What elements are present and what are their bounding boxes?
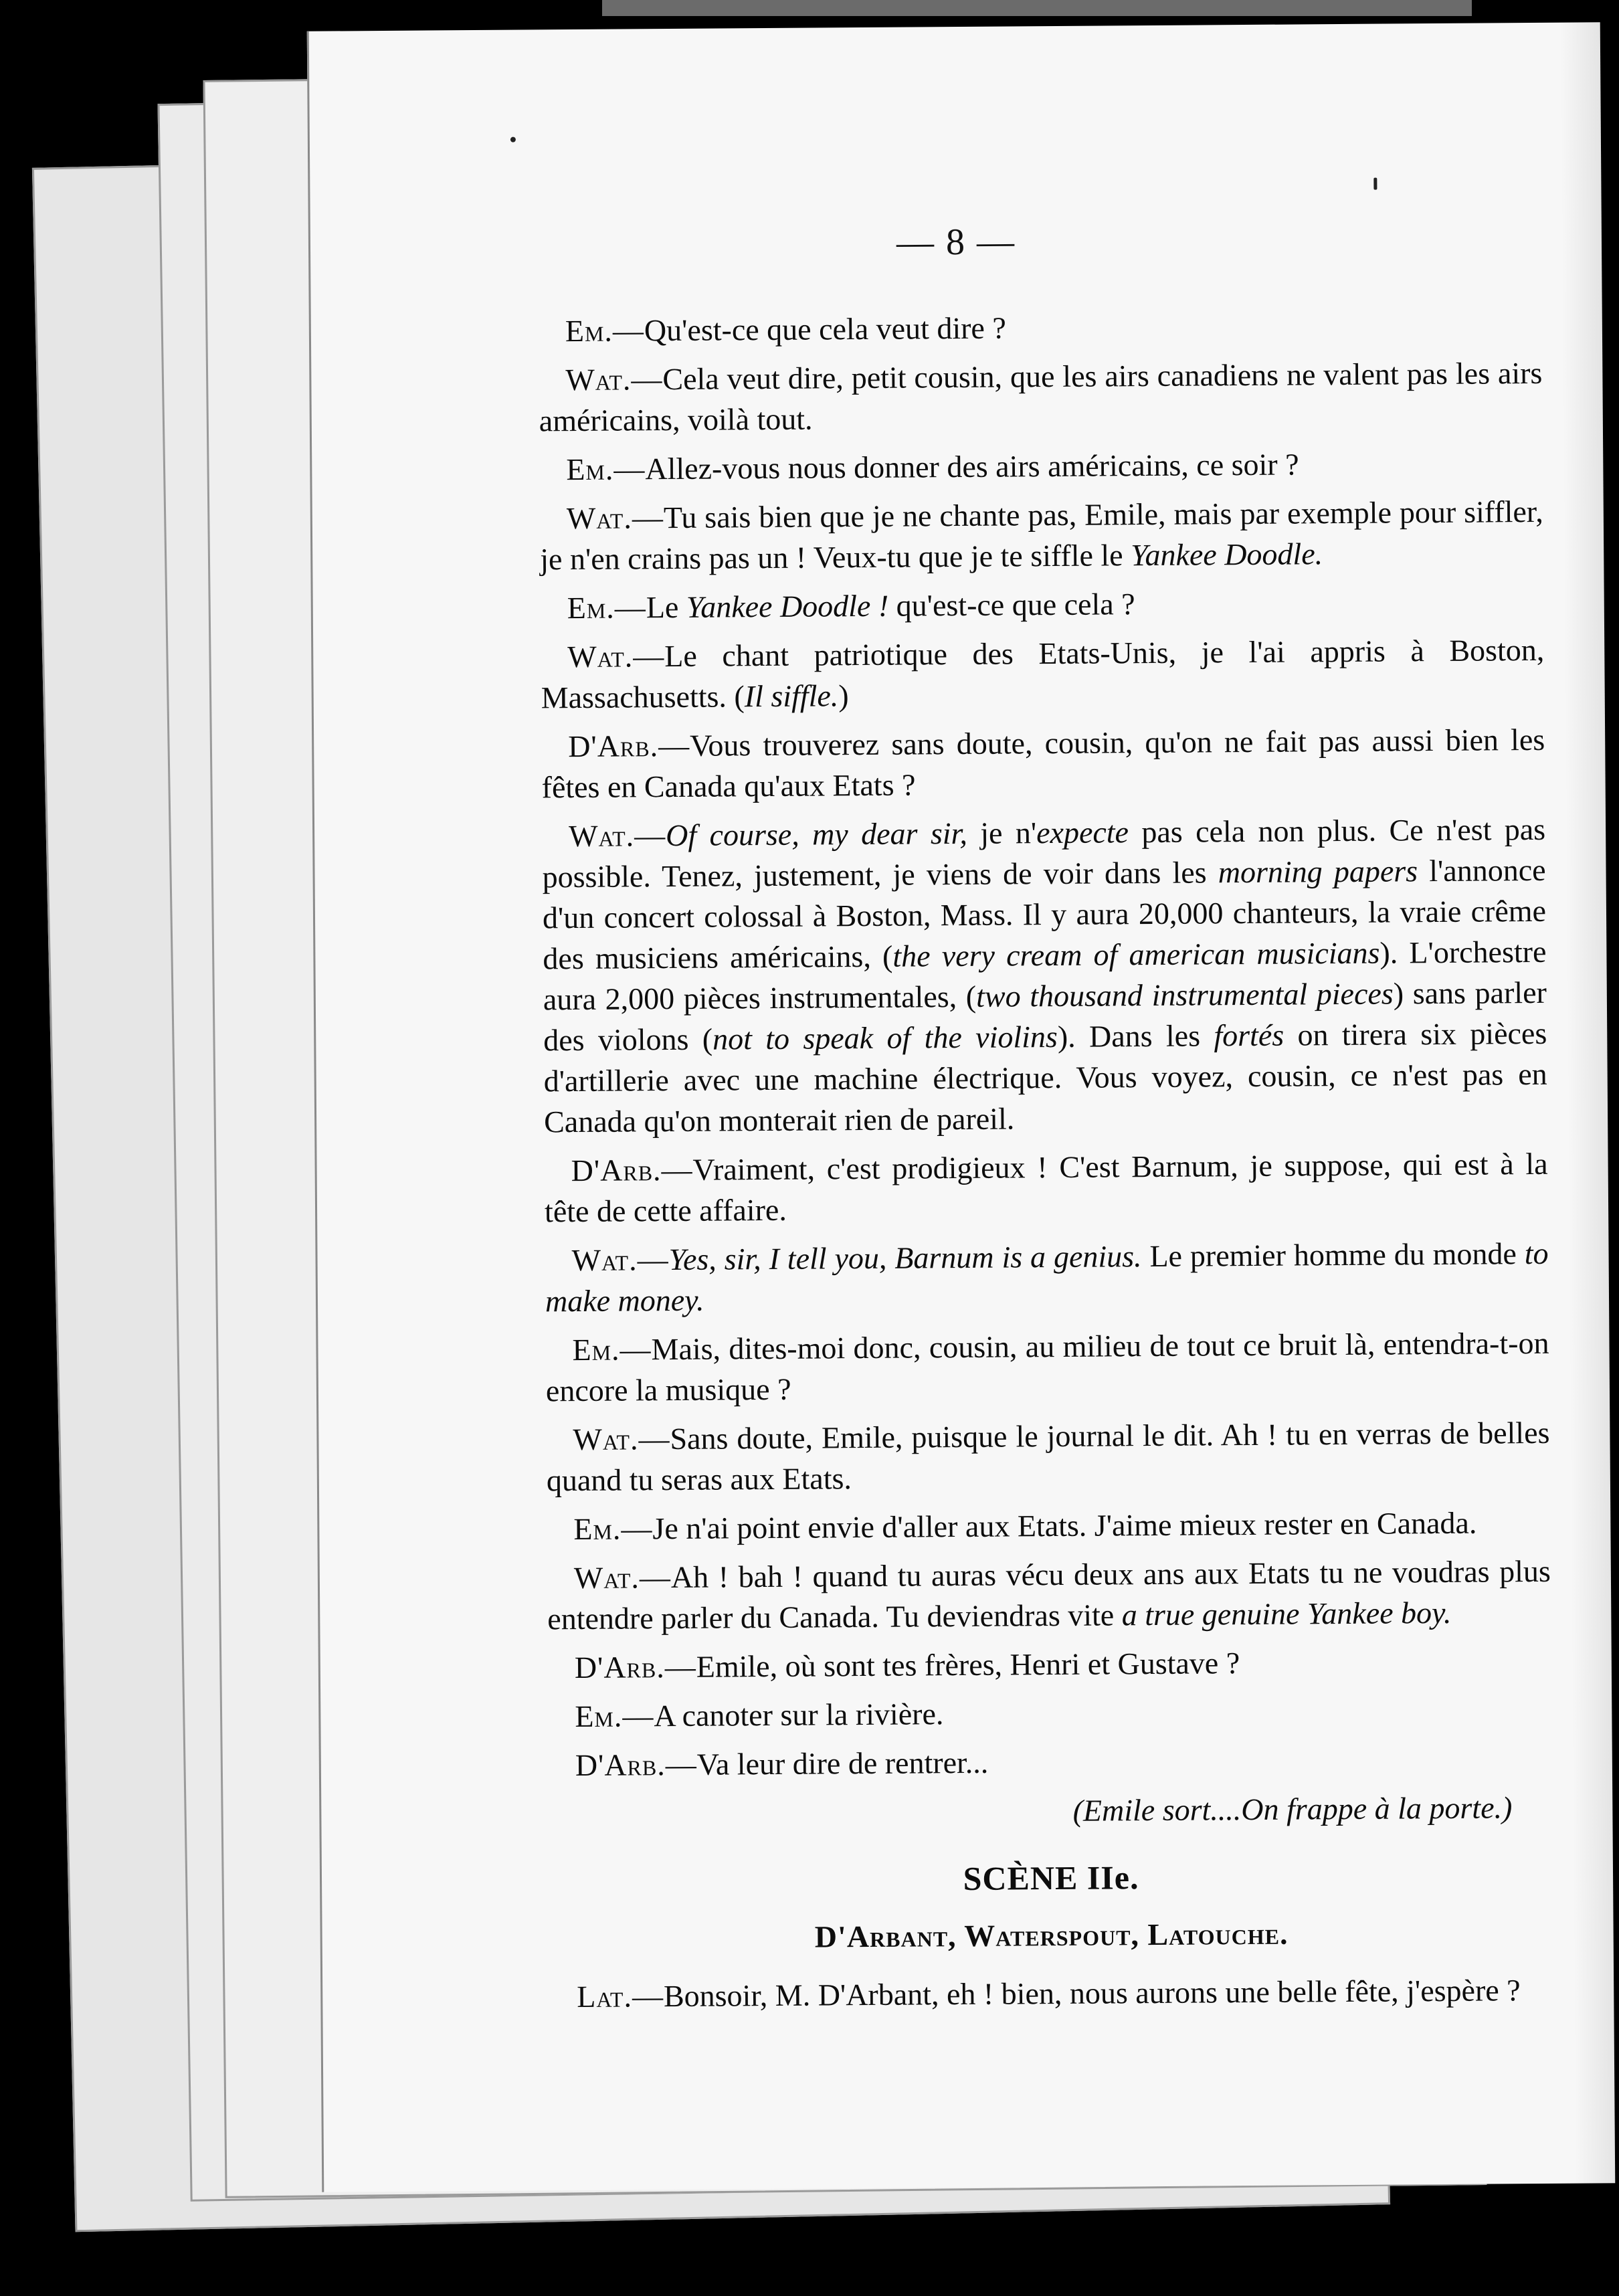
italic-text: Yankee Doodle.: [1130, 537, 1323, 573]
speech-paragraph: [548, 1689, 1551, 1737]
speech-paragraph: [545, 1233, 1549, 1321]
page-shadow: [1560, 22, 1616, 2183]
italic-text: not to speak of the violins: [712, 1019, 1058, 1056]
speaker-name: Wat.—: [573, 1422, 670, 1457]
scene-heading: SCÈNE IIe.: [963, 1858, 1139, 1898]
speaker-name: D'Arb.—: [568, 728, 690, 764]
page-number: — 8 —: [896, 221, 1016, 264]
ink-speck: [1373, 178, 1377, 190]
speaker-name: Wat.—: [567, 639, 665, 674]
speech-text: pas cela non plus. Ce n'est pas possible. Tenez, justement, je viens de voir dans les: [542, 811, 1546, 894]
speaker-name: D'Arb.—: [575, 1747, 697, 1783]
speaker-name: Wat.—: [566, 500, 664, 536]
speech-text: on tirera six pièces d'artillerie avec une machine électrique. Vous voyez, cousin, ce n'est pas en Canada qu'on monterait rien de pareil.: [543, 1016, 1547, 1139]
speech-text: Tu sais bien que je ne chante pas, Emile, mais par exemple pour siffler, je n'en crains pas un ! Veux-tu que je te siffle le: [540, 494, 1543, 577]
italic-text: a true genuine Yankee boy.: [1121, 1595, 1452, 1632]
speech-paragraph: [548, 1640, 1551, 1688]
speech-text: Le: [646, 589, 687, 625]
speech-paragraph: [541, 581, 1544, 628]
speech-text: ): [838, 678, 849, 713]
speaker-name: Em.—: [572, 1332, 652, 1367]
dialogue-block: [539, 304, 1552, 1786]
final-speech-block: [550, 1970, 1553, 2017]
speaker-name: Em.—: [567, 590, 647, 626]
speech-text: Vraiment, c'est prodigieux ! C'est Barnum, je suppose, qui est à la tête de cette affaire.: [544, 1146, 1548, 1229]
speech-text: Bonsoir, M. D'Arbant, eh ! bien, nous aurons une belle fête, j'espère ?: [663, 1973, 1521, 2014]
speech-text: ) sans parler des violons (: [543, 975, 1547, 1058]
speech-paragraph: [544, 1143, 1548, 1232]
speech-paragraph: [541, 719, 1545, 807]
speech-paragraph: [539, 304, 1542, 351]
speech-text: Qu'est-ce que cela veut dire ?: [644, 310, 1006, 348]
speaker-name: Wat.—: [571, 1242, 669, 1278]
speaker-name: Em.—: [575, 1699, 654, 1734]
speech-paragraph: [545, 1323, 1549, 1411]
speech-text: Vous trouverez sans doute, cousin, qu'on ne fait pas aussi bien les fêtes en Canada qu'aux Etats ?: [541, 722, 1545, 805]
speech-text: Emile, où sont tes frères, Henri et Gustave ?: [696, 1646, 1240, 1684]
speaker-name: Em.—: [566, 452, 646, 487]
speaker-name: Em.—: [565, 313, 645, 349]
speech-text: l'annonce d'un concert colossal à Boston, Mass. Il y aura 20,000 chanteurs, la vraie crême des musiciens américains, (: [542, 852, 1547, 976]
italic-text: Of course, my dear sir,: [666, 816, 968, 853]
speech-text: Cela veut dire, petit cousin, que les airs canadiens ne valent pas les airs américains, voilà tout.: [539, 355, 1543, 438]
speech-text: Sans doute, Emile, puisque le journal le dit. Ah ! tu en verras de belles quand tu seras aux Etats.: [546, 1415, 1550, 1498]
play-text: [539, 304, 1554, 2025]
speech-paragraph: [547, 1502, 1550, 1549]
speaker-name: Wat.—: [573, 1560, 672, 1596]
speech-text: ). Dans les: [1057, 1018, 1214, 1054]
speech-paragraph: [549, 1738, 1552, 1786]
italic-text: to make money.: [545, 1236, 1549, 1319]
speech-text: je n': [967, 816, 1037, 850]
italic-text: fortés: [1214, 1018, 1284, 1053]
italic-text: two thousand instrumental pieces: [975, 976, 1394, 1014]
speech-paragraph: [550, 1970, 1553, 2017]
speaker-name: Em.—: [573, 1511, 653, 1547]
italic-text: morning papers: [1218, 854, 1418, 890]
speaker-name: D'Arb.—: [574, 1649, 696, 1685]
speech-paragraph: [546, 1412, 1550, 1501]
ink-speck: [510, 137, 516, 142]
italic-text: the very cream of american musicians: [892, 935, 1380, 973]
speaker-name: Lat.—: [577, 1979, 664, 2014]
italic-text: Yes, sir, I tell you, Barnum is a genius.: [668, 1239, 1142, 1277]
speech-text: Le premier homme du monde: [1141, 1236, 1525, 1274]
stage-direction: (Emile sort....On frappe à la porte.): [1072, 1790, 1513, 1828]
speech-text: Mais, dites-moi donc, cousin, au milieu de tout ce bruit là, entendra-t-on encore la musique ?: [545, 1325, 1549, 1408]
speech-paragraph: [539, 353, 1543, 441]
scene-cast: D'Arbant, Waterspout, Latouche.: [814, 1916, 1289, 1954]
speaker-name: Wat.—: [568, 818, 666, 854]
speaker-name: D'Arb.—: [571, 1152, 693, 1188]
speech-text: Ah ! bah ! quand tu auras vécu deux ans aux Etats tu ne voudras plus entendre parler du Canada. Tu deviendras vite: [547, 1553, 1551, 1636]
speech-text: Allez-vous nous donner des airs américains, ce soir ?: [645, 447, 1299, 486]
italic-text: Yankee Doodle !: [686, 588, 889, 624]
speech-text: A canoter sur la rivière.: [654, 1697, 944, 1733]
italic-text: expecte: [1036, 815, 1129, 850]
speech-text: Je n'ai point envie d'aller aux Etats. J'aime mieux rester en Canada.: [652, 1505, 1477, 1546]
italic-text: Il siffle.: [744, 678, 839, 714]
speech-paragraph: [540, 491, 1544, 579]
speech-text: ). L'orchestre aura 2,000 pièces instrumentales, (: [543, 934, 1547, 1017]
speech-paragraph: [541, 630, 1545, 718]
speech-text: Va leur dire de rentrer...: [696, 1745, 989, 1782]
scan-edge-strip: [602, 0, 1472, 16]
speech-paragraph: [539, 442, 1543, 490]
speech-text: Le chant patriotique des Etats-Unis, je l'ai appris à Boston, Massachusetts. (: [541, 632, 1545, 715]
book-page: [307, 22, 1616, 2192]
speech-text: qu'est-ce que cela ?: [888, 587, 1135, 623]
speaker-name: Wat.—: [565, 362, 663, 397]
speech-paragraph: [542, 809, 1547, 1142]
speech-paragraph: [547, 1551, 1551, 1639]
